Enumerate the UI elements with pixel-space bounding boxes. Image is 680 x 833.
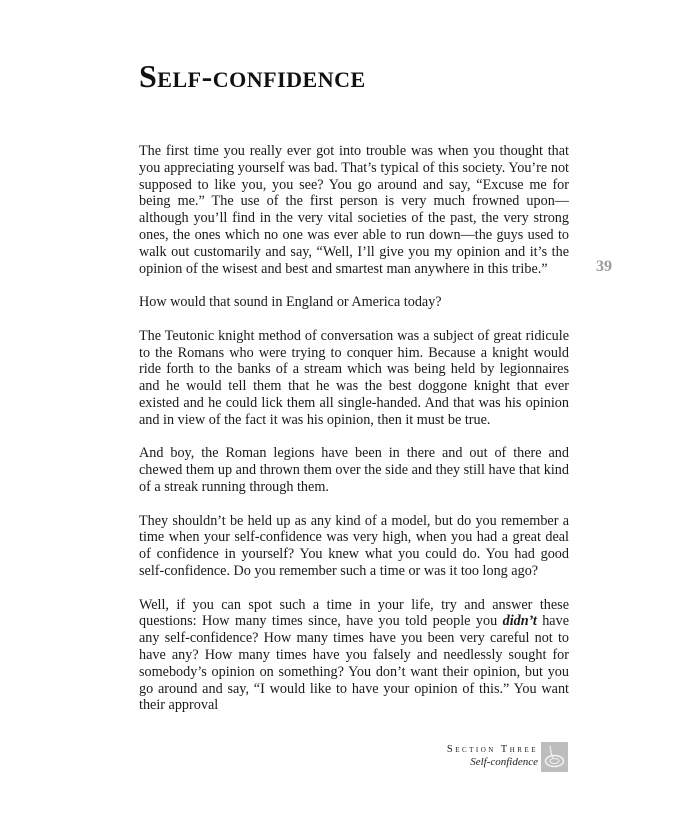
paragraph: The Teutonic knight method of conversation was a subject of great ridicule to the Romans who were trying to conquer him. Because a knight would ride forth to the banks of a stream which was being held by legionnaires and he would tell them that he was the best doggone knight that ever existed and he could lick them all single-handed. And that was his opinion and in view of the fact it was his opinion, then it must be true.: [139, 327, 569, 428]
paragraph: How would that sound in England or America today?: [139, 294, 442, 311]
paragraph-text: have any self-confidence? How many times have you been very careful not to have any? How many times have you falsely and needlessly sought for somebody’s opinion on something? You don’t want their opinion, but you go around and say, “I would like to have your opinion of this.” You want their approval: [139, 613, 569, 714]
section-label: Section Three: [446, 744, 538, 755]
page-title: Self-confidence: [139, 58, 366, 94]
paragraph: And boy, the Roman legions have been in there and out of there and chewed them up and thrown them over the side and they still have that kind of a streak running through them.: [139, 445, 569, 495]
chapter-label: Self-confidence: [470, 756, 538, 768]
paragraph: [139, 597, 569, 715]
section-emblem-icon: [541, 742, 568, 772]
page-number: 39: [596, 258, 612, 275]
paragraph-text: Well, if you can spot such a time in your life, try and answer these questions: How many times since, have you told people you: [139, 596, 569, 630]
paragraph: They shouldn’t be held up as any kind of a model, but do you remember a time when your self-confidence was very high, when you had a great deal of confidence in yourself? You knew what you could do. You had good self-confidence. Do you remember such a time or was it too long ago?: [139, 512, 569, 579]
emphasis-text: didn’t: [502, 613, 537, 630]
body-text: [139, 143, 569, 731]
running-footer: [447, 744, 538, 768]
paragraph: The first time you really ever got into trouble was when you thought that you appreciating yourself was bad. That’s typical of this society. You’re not supposed to like you, you see? You go around and say, “Excuse me for being me.” The use of the first person is very much frowned upon—although you’ll find in the very vital societies of the past, the very strong ones, the ones which no one was ever able to run down—the guys used to walk out customarily and say, “Well, I’ll give you my opinion and it’s the opinion of the wisest and best and smartest man anywhere in this tribe.”: [139, 143, 569, 277]
